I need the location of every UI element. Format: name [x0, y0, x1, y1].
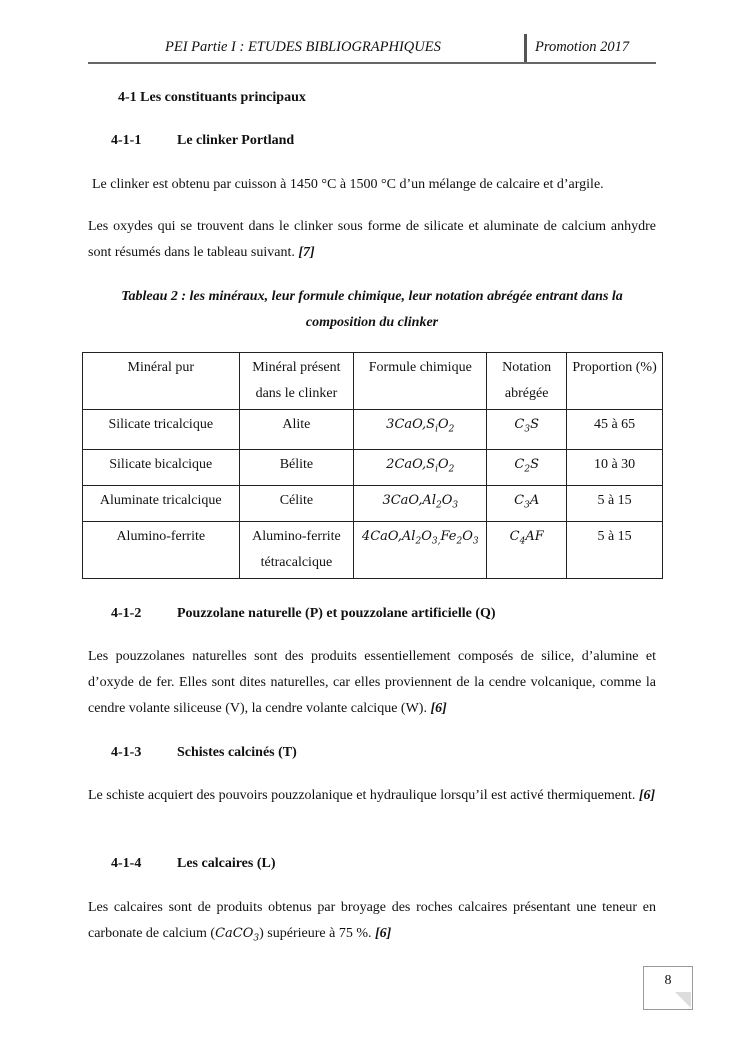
header-separator: [524, 34, 527, 63]
cell-proportion: 5 à 15: [567, 486, 663, 522]
paragraph: Le clinker est obtenu par cuisson à 1450 °C à 1500 °C d’un mélange de calcaire et d’argile.: [92, 177, 604, 192]
paragraph: [88, 214, 656, 266]
paragraph-text: Le schiste acquiert des pouvoirs pouzzolanique et hydraulique lorsqu’il est activé thermiquement.: [88, 788, 636, 803]
cell-formula: $2CaO,S_iO_2$: [354, 450, 487, 486]
page-fold-corner: [675, 992, 691, 1008]
citation: [6]: [430, 701, 447, 716]
subsection-number: 4-1-1: [111, 133, 142, 148]
column-header: Minéral pur: [83, 353, 240, 410]
cell-mineral: Aluminate tricalcique: [83, 486, 240, 522]
cell-mineral: Silicate tricalcique: [83, 410, 240, 450]
subsection-number: 4-1-4: [111, 856, 142, 871]
page-number: 8: [643, 966, 693, 1010]
table-row: [83, 450, 663, 486]
subsection-number: 4-1-3: [111, 745, 142, 760]
paragraph: [88, 644, 656, 722]
paragraph-text: Les calcaires sont de produits obtenus par broyage des roches calcaires présentant une teneur en carbonate de calcium (: [88, 900, 656, 941]
table-header-row: [83, 353, 663, 410]
cell-mineral: Alumino-ferrite: [83, 522, 240, 579]
paragraph-text: Les oxydes qui se trouvent dans le clinker sous forme de silicate et aluminate de calcium anhydre sont résumés dans le tableau suivant.: [88, 219, 656, 260]
citation: [7]: [298, 245, 315, 260]
column-header: Proportion (%): [567, 353, 663, 410]
cell-notation: $C_3A$: [487, 486, 567, 522]
column-header: Formule chimique: [354, 353, 487, 410]
table-row: [83, 522, 663, 579]
cell-mineral: Silicate bicalcique: [83, 450, 240, 486]
header-promotion: Promotion 2017: [535, 39, 630, 55]
column-header: Notation abrégée: [487, 353, 567, 410]
cell-proportion: 5 à 15: [567, 522, 663, 579]
citation: [6]: [638, 788, 656, 803]
cell-proportion: 10 à 30: [567, 450, 663, 486]
table-row: [83, 410, 663, 450]
section-title: 4-1 Les constituants principaux: [118, 90, 306, 105]
table-row: [83, 486, 663, 522]
mineral-table: [82, 352, 663, 579]
cell-formula: $4CaO,Al_2O_{3,}Fe_2O_3$: [354, 522, 487, 579]
paragraph-text: ) supérieure à 75 %.: [259, 926, 372, 941]
column-header: Minéral présent dans le clinker: [239, 353, 354, 410]
cell-formula: $3CaO,S_iO_2$: [354, 410, 487, 450]
inline-formula: CaCO$_3$: [215, 926, 260, 944]
cell-proportion: 45 à 65: [567, 410, 663, 450]
subsection-title: Les calcaires (L): [177, 856, 276, 871]
cell-present: Célite: [239, 486, 354, 522]
subsection-title: Pouzzolane naturelle (P) et pouzzolane artificielle (Q): [177, 606, 496, 621]
paragraph: [88, 783, 656, 809]
paragraph-text: Les pouzzolanes naturelles sont des produits essentiellement composés de silice, d’alumine et d’oxyde de fer. Elles sont dites naturelles, car elles proviennent de la cendre volcanique, comme la cendre volante siliceuse (V), la cendre volante calcique (W).: [88, 649, 656, 716]
table-caption: [88, 284, 656, 336]
subsection-title: Schistes calcinés (T): [177, 745, 297, 760]
cell-notation: $C_4AF$: [487, 522, 567, 579]
caption-line: Tableau 2 : les minéraux, leur formule chimique, leur notation abrégée entrant dans la: [121, 289, 623, 304]
subsection-number: 4-1-2: [111, 606, 142, 621]
header-title: PEI Partie I : ETUDES BIBLIOGRAPHIQUES: [165, 39, 441, 55]
cell-present: Alite: [239, 410, 354, 450]
subsection-title: Le clinker Portland: [177, 133, 295, 148]
citation: [6]: [374, 926, 392, 941]
header-rule: [88, 62, 656, 64]
cell-formula: $3CaO,Al_2O_3$: [354, 486, 487, 522]
cell-present: Bélite: [239, 450, 354, 486]
cell-notation: $C_3S$: [487, 410, 567, 450]
paragraph: [88, 895, 656, 952]
cell-notation: $C_2S$: [487, 450, 567, 486]
cell-present: Alumino-ferrite tétracalcique: [239, 522, 354, 579]
caption-line: composition du clinker: [305, 315, 439, 330]
